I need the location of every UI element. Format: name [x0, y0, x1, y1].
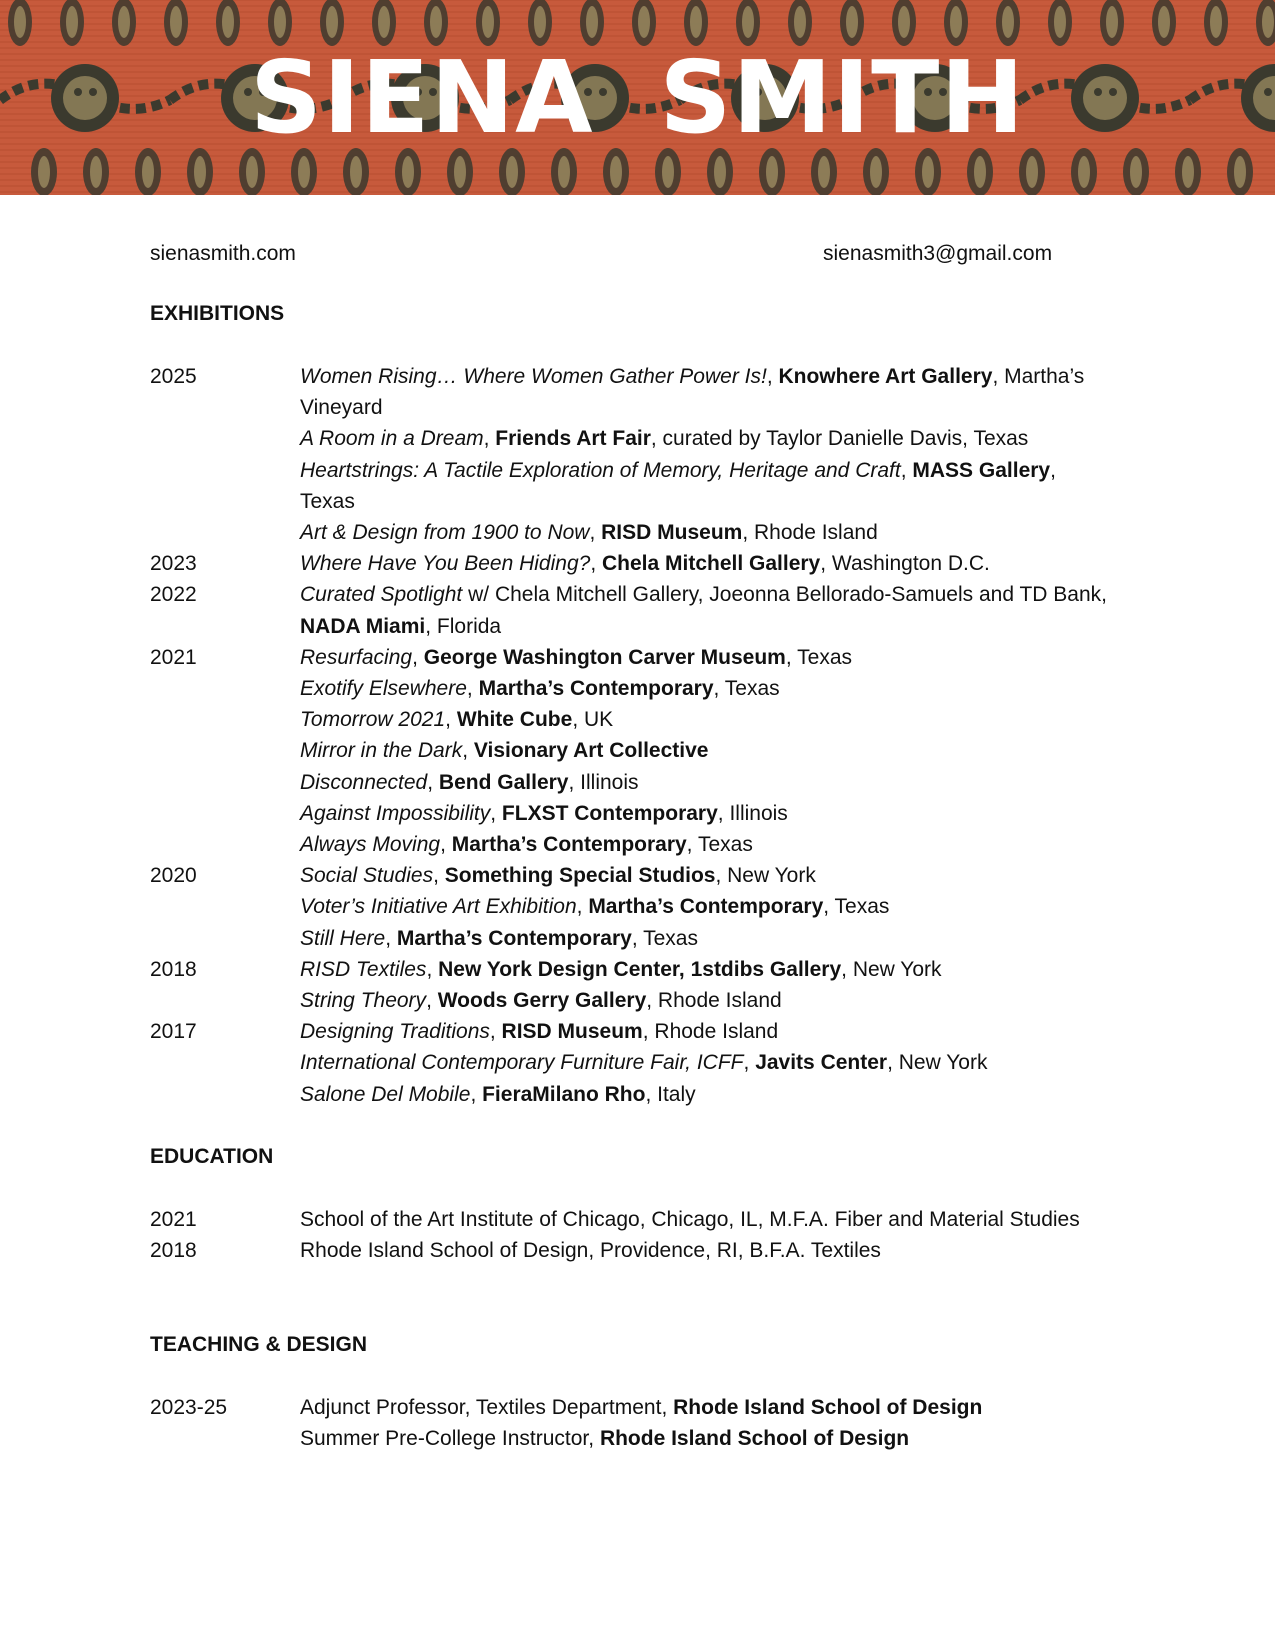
cv-entry — [300, 361, 1110, 423]
entry-list — [300, 1235, 1110, 1266]
entry-text: , — [433, 864, 445, 888]
pod-shape — [402, 156, 414, 188]
venue-name: Knowhere Art Gallery — [778, 365, 993, 388]
year-label: 2021 — [150, 1208, 197, 1231]
pod-shape — [14, 6, 26, 38]
venue-name: Javits Center — [755, 1051, 888, 1075]
entry-text: , — [589, 521, 602, 545]
pod-shape — [1054, 6, 1066, 38]
entry-list — [300, 1204, 1110, 1235]
exhibitions-year-group — [150, 548, 1150, 579]
entry-text: , Martha’s Vineyard — [300, 365, 1085, 420]
pod-shape — [430, 6, 442, 38]
pod-shape — [1130, 156, 1142, 188]
pod-shape — [662, 156, 674, 188]
pod-shape — [846, 6, 858, 38]
exhibitions-year-group — [150, 954, 1150, 1016]
pod-shape — [742, 6, 754, 38]
exhibitions-year-group — [150, 361, 1150, 548]
pod-shape — [610, 156, 622, 188]
pod-shape — [558, 156, 570, 188]
exhibition-title: String Theory — [300, 989, 427, 1013]
exhibition-title: RISD Textiles — [300, 957, 427, 981]
entry-text: , Texas — [631, 926, 698, 950]
entry-text: , Rhode Island — [742, 521, 878, 545]
teaching-year-group — [150, 1392, 1150, 1454]
year-label: 2023 — [150, 552, 197, 576]
pod-shape — [1210, 6, 1222, 38]
entry-text: , — [900, 458, 913, 482]
venue-name: Chela Mitchell Gallery — [601, 552, 821, 576]
entry-list — [300, 954, 1110, 1016]
cv-entry — [300, 423, 1110, 454]
pod-shape — [714, 156, 726, 188]
entry-text: , Texas — [300, 458, 1056, 513]
pod-shape — [118, 6, 130, 38]
pod-shape — [1002, 6, 1014, 38]
cv-entry — [300, 923, 1110, 954]
cv-entry — [300, 548, 1110, 579]
entry-text: , Texas — [713, 677, 780, 701]
pod-shape — [326, 6, 338, 38]
entry-text: , — [576, 895, 589, 919]
website: sienasmith.com — [150, 242, 296, 265]
entry-text: , Washington D.C. — [820, 552, 990, 576]
education-year-group — [150, 1204, 1150, 1235]
header-banner — [0, 0, 1275, 195]
entry-text: Adjunct Professor, Textiles Department, — [300, 1396, 674, 1419]
pod-shape — [586, 6, 598, 38]
education-heading: EDUCATION — [150, 1145, 274, 1168]
exhibition-title: Voter’s Initiative Art Exhibition — [300, 895, 577, 919]
pod-shape — [974, 156, 986, 188]
pod-shape — [378, 6, 390, 38]
entry-text: Rhode Island School of Design, Providence, RI, B.F.A. Textiles — [300, 1239, 881, 1263]
cv-entry — [300, 1079, 1110, 1110]
entry-text: , Texas — [785, 645, 853, 669]
email: sienasmith3@gmail.com — [823, 242, 1053, 265]
entry-text: , — [462, 739, 474, 763]
year-label: 2022 — [150, 583, 197, 607]
year-label: 2023-25 — [150, 1396, 228, 1419]
year-label: 2018 — [150, 957, 197, 981]
entry-text: , Illinois — [717, 801, 788, 825]
cv-entry — [300, 985, 1110, 1016]
cv-entry — [300, 860, 1110, 891]
exhibition-title: Always Moving — [300, 833, 441, 857]
entry-text: , UK — [572, 708, 614, 732]
entry-text: , curated by Taylor Danielle Davis, Texas — [650, 427, 1029, 451]
pod-shape — [274, 6, 286, 38]
cv-entry — [300, 798, 1110, 829]
exhibition-title: International Contemporary Furniture Fair, ICFF — [300, 1051, 744, 1075]
entry-text: School of the Art Institute of Chicago, Chicago, IL, M.F.A. Fiber and Material Studies — [300, 1208, 1080, 1231]
exhibitions-year-group — [150, 642, 1150, 860]
cv-entry — [300, 1016, 1110, 1047]
entry-text: , — [426, 989, 438, 1013]
exhibition-title: Social Studies — [300, 864, 434, 888]
venue-name: Woods Gerry Gallery — [437, 989, 647, 1013]
entry-text: , — [483, 427, 496, 451]
cv-entry — [300, 517, 1110, 548]
pod-shape — [298, 156, 310, 188]
venue-name: Rhode Island School of Design — [599, 1427, 910, 1451]
venue-name: FieraMilano Rho — [482, 1082, 646, 1106]
entry-list — [300, 1392, 1110, 1454]
exhibition-title: Against Impossibility — [300, 801, 491, 825]
entry-text: , — [743, 1051, 756, 1075]
teaching-heading: TEACHING & DESIGN — [150, 1333, 368, 1356]
exhibitions-year-group — [150, 1016, 1150, 1110]
pod-shape — [194, 156, 206, 188]
teaching-list — [150, 1392, 1150, 1454]
education-list — [150, 1204, 1150, 1266]
year-label: 2021 — [150, 645, 197, 669]
entry-text: , Italy — [645, 1082, 696, 1106]
venue-name: Martha’s Contemporary — [478, 677, 714, 701]
entry-text: , Rhode Island — [646, 989, 782, 1013]
cv-entry — [300, 1423, 1110, 1454]
cv-entry — [300, 455, 1110, 517]
exhibition-title: Curated Spotlight — [300, 583, 463, 607]
cv-entry — [300, 579, 1110, 641]
exhibition-title: Resurfacing — [300, 645, 413, 669]
pod-shape — [246, 156, 258, 188]
pod-shape — [1026, 156, 1038, 188]
entry-text: w/ Chela Mitchell Gallery, Joeonna Bellorado-Samuels and TD Bank, — [462, 583, 1107, 607]
cv-entry — [300, 767, 1110, 798]
pod-shape — [922, 156, 934, 188]
venue-name: Something Special Studios — [444, 864, 716, 888]
pod-shape — [1262, 6, 1274, 38]
exhibition-title: Still Here — [300, 926, 386, 950]
entry-text: , — [766, 365, 779, 388]
venue-name: White Cube — [456, 708, 573, 732]
entry-text: , — [489, 1020, 502, 1044]
venue-name: Visionary Art Collective — [473, 739, 709, 763]
cv-entry — [300, 704, 1110, 735]
entry-text: , — [385, 926, 397, 950]
venue-name: George Washington Carver Museum — [423, 645, 786, 669]
venue-name: Friends Art Fair — [495, 427, 651, 451]
cv-entry — [300, 829, 1110, 860]
entry-text: , New York — [715, 864, 816, 888]
venue-name: New York Design Center, 1stdibs Gallery — [438, 957, 842, 981]
exhibitions-year-group — [150, 860, 1150, 954]
exhibition-title: Tomorrow 2021 — [300, 708, 446, 732]
venue-name: Martha’s Contemporary — [588, 895, 824, 919]
entry-text: , — [590, 552, 602, 576]
pod-shape — [350, 156, 362, 188]
entry-list — [300, 1016, 1110, 1110]
year-label: 2018 — [150, 1239, 197, 1263]
venue-name: RISD Museum — [501, 1020, 643, 1044]
exhibition-title: Disconnected — [300, 770, 428, 794]
pod-shape — [1182, 156, 1194, 188]
entry-text: , — [490, 801, 502, 825]
pod-shape — [818, 156, 830, 188]
entry-text: , New York — [887, 1051, 988, 1075]
pod-shape — [870, 156, 882, 188]
cv-entry — [300, 954, 1110, 985]
entry-text: , Rhode Island — [642, 1020, 779, 1044]
exhibitions-list — [150, 361, 1150, 1110]
pod-shape — [950, 6, 962, 38]
exhibition-title: Where Have You Been Hiding? — [300, 552, 591, 576]
entry-text: , Texas — [686, 833, 753, 857]
exhibition-title: Mirror in the Dark — [300, 739, 463, 763]
cv-entry — [300, 642, 1110, 673]
exhibition-title: Women Rising… Where Women Gather Power Is! — [300, 365, 767, 388]
pod-shape — [142, 156, 154, 188]
pod-shape — [1078, 156, 1090, 188]
entry-text: , — [412, 645, 424, 669]
pod-shape — [454, 156, 466, 188]
venue-name: Rhode Island School of Design — [673, 1396, 983, 1419]
entry-list — [300, 548, 1110, 579]
entry-text: , — [470, 1082, 483, 1106]
pod-shape — [534, 6, 546, 38]
pod-shape — [1234, 156, 1246, 188]
entry-list — [300, 579, 1110, 641]
exhibition-title: Art & Design from 1900 to Now — [300, 521, 590, 545]
year-label: 2025 — [150, 365, 197, 388]
entry-text: , — [427, 770, 439, 794]
pod-shape — [638, 6, 650, 38]
entry-text: , New York — [841, 957, 942, 981]
entry-text: , — [440, 833, 452, 857]
pod-shape — [222, 6, 234, 38]
cv-entry — [300, 673, 1110, 704]
entry-text: Summer Pre-College Instructor, — [300, 1427, 600, 1451]
artist-name: SIENA SMITH — [249, 39, 1026, 156]
venue-name: NADA Miami — [300, 614, 426, 638]
entry-text: , — [466, 677, 479, 701]
year-label: 2017 — [150, 1020, 197, 1044]
pod-shape — [766, 156, 778, 188]
entry-text: , Illinois — [568, 770, 639, 794]
pod-shape — [90, 156, 102, 188]
exhibition-title: Salone Del Mobile — [300, 1082, 471, 1106]
year-label: 2020 — [150, 864, 197, 888]
entry-list — [300, 642, 1110, 860]
cv-entry — [300, 1204, 1110, 1235]
exhibition-title: A Room in a Dream — [300, 427, 484, 451]
exhibitions-heading: EXHIBITIONS — [150, 302, 285, 325]
exhibition-title: Heartstrings: A Tactile Exploration of Memory, Heritage and Craft — [300, 458, 901, 482]
pod-shape — [690, 6, 702, 38]
pod-shape — [170, 6, 182, 38]
entry-list — [300, 361, 1110, 548]
exhibition-title: Exotify Elsewhere — [300, 677, 467, 701]
cv-entry — [300, 1392, 1110, 1423]
venue-name: RISD Museum — [601, 521, 743, 545]
entry-text: , Texas — [823, 895, 890, 919]
entry-list — [300, 860, 1110, 954]
venue-name: FLXST Contemporary — [501, 801, 718, 825]
cv-entry — [300, 1235, 1110, 1266]
venue-name: Bend Gallery — [438, 770, 569, 794]
pod-shape — [482, 6, 494, 38]
cv-entry — [300, 735, 1110, 766]
entry-text: , — [445, 708, 457, 732]
entry-text: , — [426, 957, 439, 981]
pod-shape — [1158, 6, 1170, 38]
education-year-group — [150, 1235, 1150, 1266]
venue-name: Martha’s Contemporary — [396, 926, 632, 950]
pod-shape — [1106, 6, 1118, 38]
exhibition-title: Designing Traditions — [300, 1020, 490, 1044]
pod-shape — [38, 156, 50, 188]
pod-shape — [794, 6, 806, 38]
cv-entry — [300, 891, 1110, 922]
pod-shape — [898, 6, 910, 38]
venue-name: MASS Gallery — [912, 458, 1051, 482]
cv-entry — [300, 1047, 1110, 1078]
entry-text: , Florida — [425, 614, 502, 638]
venue-name: Martha’s Contemporary — [451, 833, 687, 857]
pod-shape — [66, 6, 78, 38]
pod-shape — [506, 156, 518, 188]
exhibitions-year-group — [150, 579, 1150, 641]
